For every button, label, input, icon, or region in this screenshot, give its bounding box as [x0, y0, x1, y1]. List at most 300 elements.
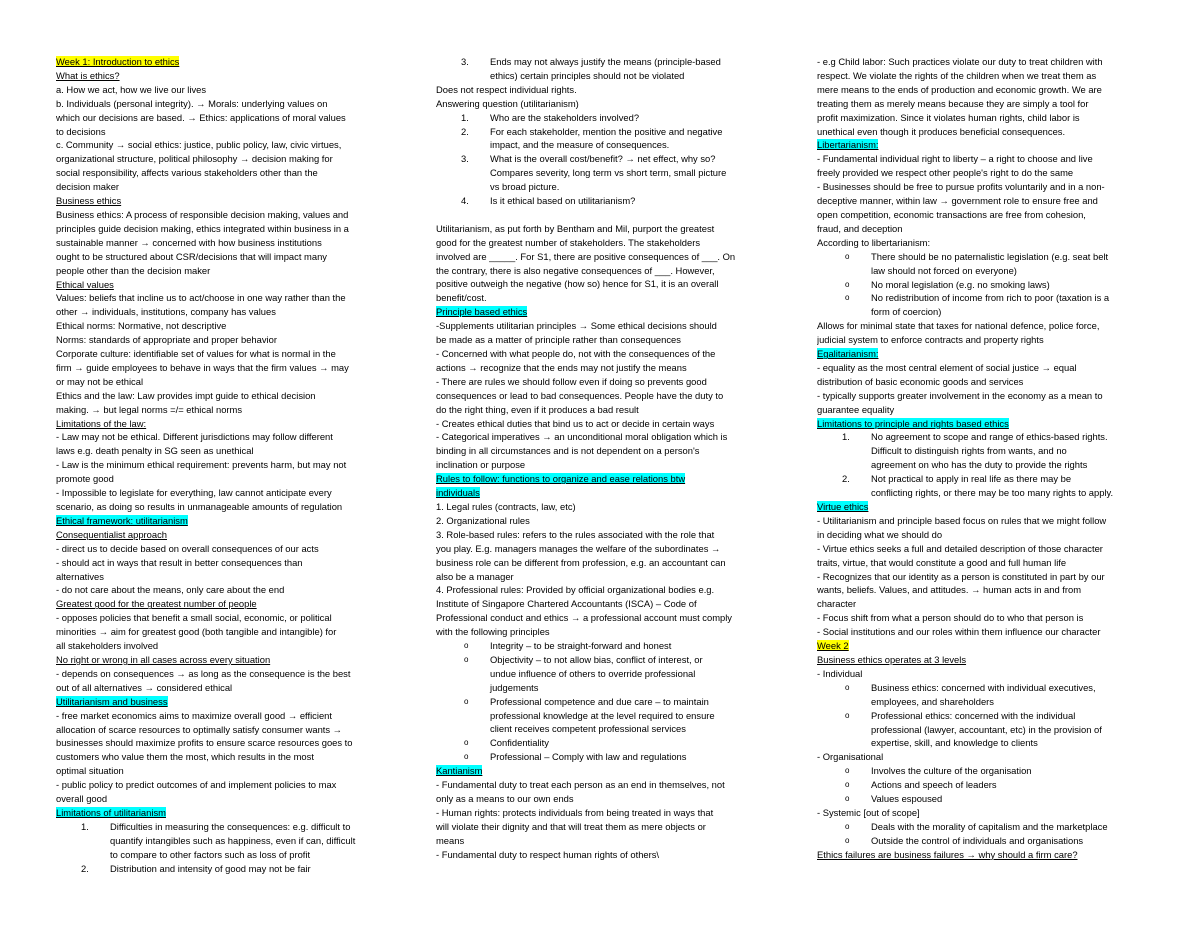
line-text: involved are _____. For S1, there are positive consequences of ___. On — [436, 250, 736, 262]
item-number: 4. — [461, 195, 469, 207]
bullet-icon: o — [845, 780, 850, 790]
section-heading — [436, 472, 766, 486]
item-number: 1. — [81, 820, 89, 832]
heading-text: Ethical values — [56, 278, 114, 290]
line-text: social responsibility, affects various stakeholders other than the — [56, 167, 318, 179]
section-heading — [56, 528, 394, 542]
numbered-item-continuation — [436, 180, 766, 194]
line-text: other → individuals, institutions, company has values — [56, 306, 276, 318]
text-line — [817, 806, 1145, 820]
bullet-item-continuation — [817, 305, 1145, 319]
heading-text: Limitations of the law: — [56, 417, 147, 429]
text-line — [56, 709, 394, 723]
line-text: laws e.g. death penalty in SG seen as unethical — [56, 445, 254, 457]
section-heading — [817, 417, 1145, 431]
text-line — [817, 222, 1145, 236]
item-number: 2. — [81, 862, 89, 874]
item-text: Difficult to distinguish rights from wants, and no — [871, 445, 1067, 457]
text-line — [56, 792, 394, 806]
text-line — [436, 820, 766, 834]
bullet-item-continuation — [817, 723, 1145, 737]
bullet-item — [436, 736, 766, 750]
line-text: - Individual — [817, 667, 863, 679]
line-text: unethical even though it produces beneficial consequences. — [817, 125, 1066, 137]
text-line — [436, 528, 766, 542]
text-line — [436, 514, 766, 528]
item-text: Compares severity, long term vs short term, small picture — [490, 167, 727, 179]
item-text: agreement on who has the duty to provide the rights — [871, 459, 1088, 471]
line-text: also be a manager — [436, 570, 514, 582]
heading-text: Greatest good for the greatest number of people — [56, 598, 257, 610]
line-text: Allows for minimal state that taxes for national defence, police force, — [817, 320, 1100, 332]
line-text: to decisions — [56, 125, 106, 137]
numbered-item-continuation — [436, 138, 766, 152]
line-text: organizational structure, political philosophy → decision making for — [56, 153, 333, 165]
line-text: consequences or lead to bad consequences. People have the duty to — [436, 389, 724, 401]
line-text: Corporate culture: identifiable set of values for what is normal in the — [56, 348, 336, 360]
text-line — [56, 83, 394, 97]
line-text: fraud, and deception — [817, 222, 903, 234]
item-text: employees, and shareholders — [871, 695, 994, 707]
line-text: businesses should maximize profits to ensure scarce resources goes to — [56, 737, 353, 749]
line-text: - e.g Child labor: Such practices violate our duty to treat children with — [817, 56, 1103, 67]
item-number: 3. — [461, 56, 469, 67]
text-line — [817, 361, 1145, 375]
text-line — [436, 97, 766, 111]
text-line — [56, 97, 394, 111]
section-heading — [817, 848, 1145, 862]
item-text: No moral legislation (e.g. no smoking laws) — [871, 278, 1050, 290]
text-line — [817, 319, 1145, 333]
line-text: - equality as the most central element of social justice → equal — [817, 361, 1077, 373]
line-text: customers who value them the most, which results in the most — [56, 751, 314, 763]
line-text: - Systemic [out of scope] — [817, 806, 920, 818]
text-line — [436, 848, 766, 862]
line-text: Institute of Singapore Chartered Accountants (ISCA) – Code of — [436, 598, 697, 610]
line-text: c. Community → social ethics: justice, public policy, law, civic virtues, — [56, 139, 342, 151]
section-heading — [817, 639, 1145, 653]
line-text: Business ethics: A process of responsible decision making, values and — [56, 208, 349, 220]
text-line — [817, 625, 1145, 639]
text-line — [436, 277, 766, 291]
item-text: Professional competence and due care – to maintain — [490, 695, 709, 707]
section-heading — [436, 764, 766, 778]
text-line — [436, 597, 766, 611]
numbered-item-continuation — [817, 458, 1145, 472]
line-text: traits, virtue, that would constitute a good and full human life — [817, 556, 1067, 568]
text-line — [817, 333, 1145, 347]
item-text: form of coercion) — [871, 306, 942, 318]
text-line — [436, 570, 766, 584]
item-text: Values espoused — [871, 793, 943, 805]
text-line — [436, 291, 766, 305]
item-text: Integrity – to be straight-forward and honest — [490, 640, 672, 652]
text-line — [436, 458, 766, 472]
text-line — [56, 639, 394, 653]
line-text: Values: beliefs that incline us to act/choose in one way rather than the — [56, 292, 346, 304]
text-line — [436, 250, 766, 264]
text-line — [56, 444, 394, 458]
line-text: wants, beliefs. Values, and attitudes. → human acts in and from — [817, 584, 1082, 596]
line-text: which our decisions are based. → Ethics: applications of moral values — [56, 111, 346, 123]
text-line — [436, 611, 766, 625]
numbered-item — [817, 472, 1145, 486]
item-number: 1. — [461, 111, 469, 123]
line-text: - Fundamental individual right to liberty – a right to choose and live — [817, 153, 1093, 165]
line-text: a. How we act, how we live our lives — [56, 83, 207, 95]
text-line — [817, 166, 1145, 180]
numbered-item-continuation — [56, 834, 394, 848]
bullet-item-continuation — [436, 709, 766, 723]
item-text: Objectivity – to not allow bias, conflict of interest, or — [490, 653, 703, 665]
text-line — [56, 180, 394, 194]
line-text: good for the greatest number of stakeholders. The stakeholders — [436, 236, 701, 248]
line-text: profit maximization. Since it violates human rights, child labor is — [817, 111, 1080, 123]
text-line — [56, 736, 394, 750]
text-line — [56, 166, 394, 180]
bullet-item — [817, 278, 1145, 292]
heading-text: Limitations to principle and rights based ethics — [817, 417, 1009, 429]
heading-text: Ethical framework: utilitarianism — [56, 514, 188, 526]
text-line — [56, 138, 394, 152]
line-text: business role can be different from profession, e.g. an accountant can — [436, 556, 726, 568]
numbered-item — [436, 152, 766, 166]
heading-text: Rules to follow: functions to organize and ease relations btw — [436, 473, 686, 485]
text-line — [436, 347, 766, 361]
text-line — [817, 236, 1145, 250]
bullet-item — [817, 250, 1145, 264]
bullet-icon: o — [464, 752, 469, 762]
text-line — [56, 291, 394, 305]
text-line — [56, 361, 394, 375]
line-text: b. Individuals (personal integrity). → Morals: underlying values on — [56, 97, 328, 109]
item-text: Professional ethics: concerned with the individual — [871, 709, 1076, 721]
bullet-item-continuation — [817, 264, 1145, 278]
text-line — [56, 778, 394, 792]
heading-text: Week 2 — [817, 640, 849, 652]
text-line — [436, 333, 766, 347]
text-line — [56, 403, 394, 417]
text-line — [817, 152, 1145, 166]
line-text: overall good — [56, 793, 108, 805]
line-text: guarantee equality — [817, 403, 895, 415]
text-line — [56, 389, 394, 403]
line-text: be made as a matter of principle rather than consequences — [436, 334, 681, 346]
line-text: distribution of basic economic goods and services — [817, 375, 1024, 387]
line-text: making. → but legal norms =/= ethical norms — [56, 403, 243, 415]
line-text: sustainable manner → concerned with how business institutions — [56, 236, 322, 248]
text-line — [817, 570, 1145, 584]
line-text: only as a means to our own ends — [436, 793, 574, 805]
text-line — [817, 389, 1145, 403]
line-text: - There are rules we should follow even if doing so prevents good — [436, 375, 707, 387]
line-text: Norms: standards of appropriate and proper behavior — [56, 334, 277, 346]
bullet-item-continuation — [436, 667, 766, 681]
bullet-icon: o — [845, 682, 850, 692]
line-text: scenario, as doing so results in unmanageable amounts of regulation — [56, 501, 343, 512]
heading-text: Limitations of utilitarianism — [56, 806, 166, 818]
text-line — [436, 389, 766, 403]
text-line — [436, 792, 766, 806]
line-text: people other than the decision maker — [56, 264, 211, 276]
text-line — [817, 556, 1145, 570]
text-line — [56, 570, 394, 584]
text-line — [817, 55, 1145, 69]
text-line — [436, 556, 766, 570]
heading-text: Consequentialist approach — [56, 528, 168, 540]
item-text: Confidentiality — [490, 737, 549, 749]
column-2 — [436, 55, 766, 862]
section-heading — [56, 806, 394, 820]
section-heading — [56, 69, 394, 83]
item-text: Deals with the morality of capitalism and the marketplace — [871, 820, 1108, 832]
item-text: Actions and speech of leaders — [871, 779, 997, 791]
section-heading — [56, 695, 394, 709]
heading-text: Virtue ethics — [817, 501, 869, 512]
numbered-item — [817, 430, 1145, 444]
section-heading — [817, 347, 1145, 361]
line-text: alternatives — [56, 570, 104, 582]
line-text: all stakeholders involved — [56, 640, 159, 652]
bullet-icon: o — [845, 710, 850, 720]
text-line — [436, 361, 766, 375]
line-text: out of all alternatives → considered ethical — [56, 681, 233, 693]
line-text: freely provided we respect other people's right to do the same — [817, 167, 1074, 179]
text-line — [817, 83, 1145, 97]
line-text: - Organisational — [817, 751, 884, 763]
item-text: Professional – Comply with law and regulations — [490, 751, 687, 763]
text-line — [817, 69, 1145, 83]
item-number: 3. — [461, 153, 469, 165]
item-text: Who are the stakeholders involved? — [490, 111, 640, 123]
bullet-icon: o — [464, 738, 469, 748]
line-text: Answering question (utilitarianism) — [436, 97, 579, 109]
item-text: No agreement to scope and range of ethics-based rights. — [871, 431, 1108, 443]
item-number: 2. — [842, 473, 850, 485]
text-line — [56, 319, 394, 333]
numbered-item — [436, 125, 766, 139]
line-text: principles guide decision making, ethics integrated within business in a — [56, 222, 349, 234]
bullet-icon: o — [464, 654, 469, 664]
text-line — [56, 305, 394, 319]
line-text: - do not care about the means, only care about the end — [56, 584, 285, 596]
item-text: impact, and the measure of consequences. — [490, 139, 670, 151]
text-line — [56, 111, 394, 125]
section-heading — [56, 514, 394, 528]
text-line — [817, 750, 1145, 764]
item-text: professional knowledge at the level required to ensure — [490, 709, 715, 721]
item-text: There should be no paternalistic legislation (e.g. seat belt — [871, 250, 1109, 262]
text-line — [817, 97, 1145, 111]
bullet-item — [817, 834, 1145, 848]
line-text: - Fundamental duty to respect human rights of others\ — [436, 848, 660, 860]
line-text: you play. E.g. managers manages the welfare of the subordinates → — [436, 542, 721, 554]
line-text: optimal situation — [56, 765, 124, 777]
text-line — [817, 403, 1145, 417]
item-text: ethics) certain principles should not be violated — [490, 69, 685, 81]
numbered-item-continuation — [56, 848, 394, 862]
line-text: mere means to the ends of production and economic growth. We are — [817, 83, 1102, 95]
line-text: minorities → aim for greatest good (both tangible and intangible) for — [56, 626, 337, 638]
line-text: treating them as merely means because they are simply a tool for — [817, 97, 1089, 109]
line-text: character — [817, 598, 857, 610]
section-heading — [56, 194, 394, 208]
line-text: positive outweigh the negative (how so) hence for S1, it is an overall — [436, 278, 719, 290]
text-line — [817, 375, 1145, 389]
item-text: law should not forced on everyone) — [871, 264, 1017, 276]
text-line — [56, 764, 394, 778]
text-line — [56, 542, 394, 556]
line-text: - depends on consequences → as long as the consequence is the best — [56, 667, 351, 679]
item-text: Difficulties in measuring the consequences: e.g. difficult to — [110, 820, 351, 832]
bullet-item — [436, 695, 766, 709]
text-line — [436, 806, 766, 820]
section-heading — [56, 55, 394, 69]
bullet-item — [817, 291, 1145, 305]
column-1 — [56, 55, 394, 875]
text-line — [817, 597, 1145, 611]
item-text: conflicting rights, or there may be too many rights to apply. — [871, 487, 1114, 499]
text-line — [436, 236, 766, 250]
line-text: Utilitarianism, as put forth by Bentham and Mil, purport the greatest — [436, 222, 715, 234]
text-line — [817, 180, 1145, 194]
numbered-item — [56, 820, 394, 834]
line-text: - Utilitarianism and principle based focus on rules that we might follow — [817, 514, 1107, 526]
line-text: or may not be ethical — [56, 375, 144, 387]
heading-text: Week 1: Introduction to ethics — [56, 56, 180, 67]
text-line — [436, 83, 766, 97]
text-line — [436, 222, 766, 236]
text-line — [436, 834, 766, 848]
line-text: binding in all circumstances and is not dependent on a person's — [436, 445, 700, 457]
line-text: - Focus shift from what a person should do to who that person is — [817, 612, 1084, 624]
line-text: Does not respect individual rights. — [436, 83, 577, 95]
bullet-item — [817, 820, 1145, 834]
text-line — [56, 333, 394, 347]
line-text: 1. Legal rules (contracts, law, etc) — [436, 500, 576, 512]
item-text: What is the overall cost/benefit? → net effect, why so? — [490, 153, 716, 165]
bullet-item — [436, 653, 766, 667]
text-line — [56, 625, 394, 639]
text-line — [817, 667, 1145, 681]
line-text: do the right thing, even if it produces a bad result — [436, 403, 639, 415]
numbered-item-continuation — [436, 166, 766, 180]
section-heading — [56, 653, 394, 667]
text-line — [56, 750, 394, 764]
heading-text: Utilitarianism and business — [56, 695, 168, 707]
text-line — [436, 417, 766, 431]
line-text: - Creates ethical duties that bind us to act or decide in certain ways — [436, 417, 715, 429]
line-text: - Businesses should be free to pursue profits voluntarily and in a non- — [817, 181, 1105, 193]
text-line — [817, 111, 1145, 125]
line-text: - Law is the minimum ethical requirement: prevents harm, but may not — [56, 459, 347, 471]
bullet-item — [436, 639, 766, 653]
text-line — [56, 486, 394, 500]
text-line — [56, 430, 394, 444]
bullet-item-continuation — [817, 695, 1145, 709]
bullet-item — [817, 792, 1145, 806]
line-text: will violate their dignity and that will treat them as mere objects or — [436, 820, 706, 832]
text-line — [56, 236, 394, 250]
numbered-item-continuation — [817, 444, 1145, 458]
line-text: 2. Organizational rules — [436, 514, 530, 526]
text-line — [56, 583, 394, 597]
bullet-item — [817, 681, 1145, 695]
line-text: - Law may not be ethical. Different jurisdictions may follow different — [56, 431, 333, 443]
line-text: benefit/cost. — [436, 292, 487, 304]
text-line — [56, 472, 394, 486]
text-line — [56, 500, 394, 514]
text-line — [817, 528, 1145, 542]
heading-text: Business ethics — [56, 195, 122, 207]
line-text: respect. We violate the rights of the children when we treat them as — [817, 69, 1097, 81]
line-text: Ethics and the law: Law provides impt guide to ethical decision — [56, 389, 316, 401]
line-text: 3. Role-based rules: refers to the rules associated with the role that — [436, 528, 715, 540]
bullet-item — [436, 750, 766, 764]
bullet-icon: o — [845, 794, 850, 804]
line-text: - Human rights: protects individuals from being treated in ways that — [436, 806, 714, 818]
item-text: No redistribution of income from rich to poor (taxation is a — [871, 292, 1110, 304]
line-text: - Virtue ethics seeks a full and detailed description of those character — [817, 542, 1103, 554]
text-line — [56, 667, 394, 681]
bullet-item-continuation — [436, 681, 766, 695]
numbered-item-continuation — [817, 486, 1145, 500]
heading-text: Ethics failures are business failures → why should a firm care? — [817, 848, 1078, 860]
section-heading — [436, 486, 766, 500]
line-text: - Impossible to legislate for everything, law cannot anticipate every — [56, 487, 332, 499]
text-line — [436, 583, 766, 597]
bullet-item-continuation — [817, 736, 1145, 750]
line-text: decision maker — [56, 181, 120, 193]
text-line — [436, 625, 766, 639]
heading-text: individuals — [436, 487, 480, 499]
bullet-icon: o — [464, 696, 469, 706]
heading-text: What is ethics? — [56, 69, 120, 81]
text-line — [436, 778, 766, 792]
heading-text: Kantianism — [436, 765, 483, 777]
line-text: inclination or purpose — [436, 459, 526, 471]
section-heading — [817, 500, 1145, 514]
item-text: judgements — [490, 681, 539, 693]
section-heading — [56, 278, 394, 292]
bullet-icon: o — [464, 641, 469, 651]
item-text: Not practical to apply in real life as there may be — [871, 473, 1072, 485]
text-line — [56, 375, 394, 389]
line-text: actions → recognize that the ends may not justify the means — [436, 361, 687, 373]
item-text: to compare to other factors such as loss of profit — [110, 848, 311, 860]
item-text: Outside the control of individuals and organisations — [871, 834, 1084, 846]
line-text: means — [436, 834, 465, 846]
text-line — [56, 152, 394, 166]
line-text: - direct us to decide based on overall consequences of our acts — [56, 542, 319, 554]
text-line — [56, 681, 394, 695]
text-line — [56, 347, 394, 361]
line-text: -Supplements utilitarian principles → Some ethical decisions should — [436, 320, 717, 332]
line-text: ought to be structured about CSR/decisions that will impact many — [56, 250, 327, 262]
line-text: Professional conduct and ethics → a professional account must comply — [436, 612, 732, 624]
heading-text: No right or wrong in all cases across every situation — [56, 653, 271, 665]
bullet-icon: o — [845, 293, 850, 303]
line-text: the contrary, there is also negative consequences of ___. However, — [436, 264, 715, 276]
line-text: - Fundamental duty to treat each person as an end in themselves, not — [436, 779, 725, 791]
item-text: client receives competent professional services — [490, 723, 686, 735]
line-text: judicial system to enforce contracts and property rights — [817, 334, 1044, 346]
text-line — [56, 208, 394, 222]
bullet-item — [817, 764, 1145, 778]
item-text: For each stakeholder, mention the positive and negative — [490, 125, 723, 137]
line-text: - public policy to predict outcomes of and implement policies to max — [56, 779, 337, 791]
text-line — [817, 583, 1145, 597]
